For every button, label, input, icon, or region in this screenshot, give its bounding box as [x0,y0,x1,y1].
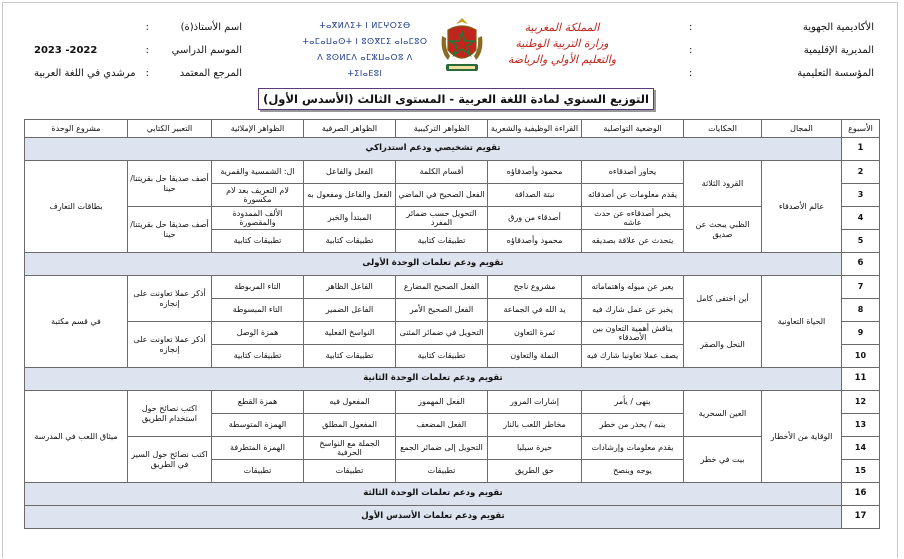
tifinagh-text: ⵜⴰⴳⵍⴷⵉⵜ ⵏ ⵍⵎⵖⵔⵉⴱ ⵜⴰⵎⴰⵡⴰⵙⵜ ⵏ ⵓⵙⴳⵎⵉ ⴰⵏⴰⵎⵓⵔ ⴷ ⵓⵙⵍⵎⴷ ⴰⵎⵣⵡⴰⵔⵓ ⴷ ⵜⵉⵏⴰⴹⵓⵏ [302,21,428,78]
table-row: 3 يقدم معلومات عن أصدقائه نبتة الصداقة الفعل الصحيح في الماضي الفعل والفاعل ومفعول به لام التعريف بعد لام مكسورة [25,184,880,207]
directorate-row: المديرية الإقليمية : [689,44,874,56]
teacher-row: اسم الأستاذ(ة) : [145,21,242,33]
table-row: 5 يتحدث عن علاقة بصديقه محمود وأصدقاؤه تطبيقات كتابية تطبيقات كتابية تطبيقات كتابية [25,230,880,253]
col-communication: الوضعية التواصلية [582,120,684,138]
table-row: 2 عالم الأصدقاء القرود الثلاثة يحاور أصدقاءه محمود وأصدقاؤه أقسام الكلمة الفعل والفاعل ال: الشمسية والقمرية أصف صديقا حل بقريتنا/ حينا بطاقات التعارف [25,161,880,184]
table-row: 15 يوجه وينصح حق الطريق تطبيقات تطبيقات تطبيقات [25,460,880,483]
table-row: 17 تقويم ودعم تعلمات الأسدس الأول [25,506,880,529]
col-domain: المجال [762,120,842,138]
table-row: 12 الوقاية من الأخطار العين السحرية ينهى / يأمر إشارات المرور الفعل المهموز المفعول فيه همزة القطع اكتب نصائح حول استخدام الطريق ميثاق اللعب في المدرسة [25,391,880,414]
table-row: 9 النحل والصقر يناقش أهمية التعاون بين الأصدقاء ثمرة التعاون التحويل في ضمائر المثنى النواسخ الفعلية همزة الوصل أذكر عملا تعاونت على إنجازه [25,322,880,345]
col-morphology: الظواهر الصرفية [304,120,396,138]
coat-of-arms-icon [438,16,486,76]
season-row: الموسم الدراسي : 2022- 2023 [34,44,242,56]
ministry-arabic-text: المملكة المغربية وزارة التربية الوطنية والتعليم الأولي والرياضة [507,21,617,66]
table-row: 13 ينبه / يحذر من خطر مخاطر اللعب بالنار الفعل المضعف المفعول المطلق الهمزة المتوسطة [25,414,880,437]
reference-row: المرجع المعتمد : مرشدي في اللغة العربية [34,67,242,79]
col-project: مشروع الوحدة [25,120,128,138]
col-stories: الحكايات [684,120,762,138]
table-row: 1 تقويم تشخيصي ودعم استدراكي [25,138,880,161]
academy-row: الأكاديمية الجهوية : [689,21,874,33]
col-syntax: الظواهر التركيبية [396,120,488,138]
table-header-row [25,120,880,138]
header-left [32,16,242,85]
table-row: 4 الظبي يبحث عن صديق يخبر أصدقاءه عن حدث عاشه أصدقاء من ورق التحويل حسب ضمائر المفرد المبتدأ والخبر الألف الممدودة والمقصورة أصف صديقا حل بقريتنا/ حينا [25,207,880,230]
page-title: التوزيع السنوي لمادة اللغة العربية - المستوى الثالث (الأسدس الأول) [258,88,654,110]
table-row: 10 يصف عملا تعاونيا شارك فيه النملة والتعاون تطبيقات كتابية تطبيقات كتابية تطبيقات كتابية [25,345,880,368]
col-reading: القراءة الوظيفية والشعرية [488,120,582,138]
col-week: الأسبوع [842,120,880,138]
col-spelling: الظواهر الإملائية [212,120,304,138]
table-row: 14 بيت في خطر يقدم معلومات وإرشادات حيرة سيليا التحويل إلى ضمائر الجمع الجملة مع النواسخ الحرفية الهمزة المتطرفة اكتب نصائح حول السير في الطريق [25,437,880,460]
table-row: 7 الحياة التعاونية أين اختفى كامل يعبر عن ميوله واهتماماته مشروع ناجح الفعل الصحيح المضارع الفاعل الظاهر التاء المربوطة أذكر عملا تعاونت على إنجازه في قسم مكتبة [25,276,880,299]
distribution-table [24,119,880,529]
table-row: 16 تقويم ودعم تعلمات الوحدة الثالثة [25,483,880,506]
table-row: 11 تقويم ودعم تعلمات الوحدة الثانية [25,368,880,391]
table-row: 6 تقويم ودعم تعلمات الوحدة الأولى [25,253,880,276]
school-row: المؤسسة التعليمية : [689,67,874,79]
header-right [689,16,874,85]
ministry-logo [300,12,630,82]
col-writing: التعبير الكتابي [128,120,212,138]
table-row: 8 يخبر عن عمل شارك فيه يد الله في الجماعة الفعل الصحيح الأمر الفاعل الضمير التاء المبسوطة [25,299,880,322]
